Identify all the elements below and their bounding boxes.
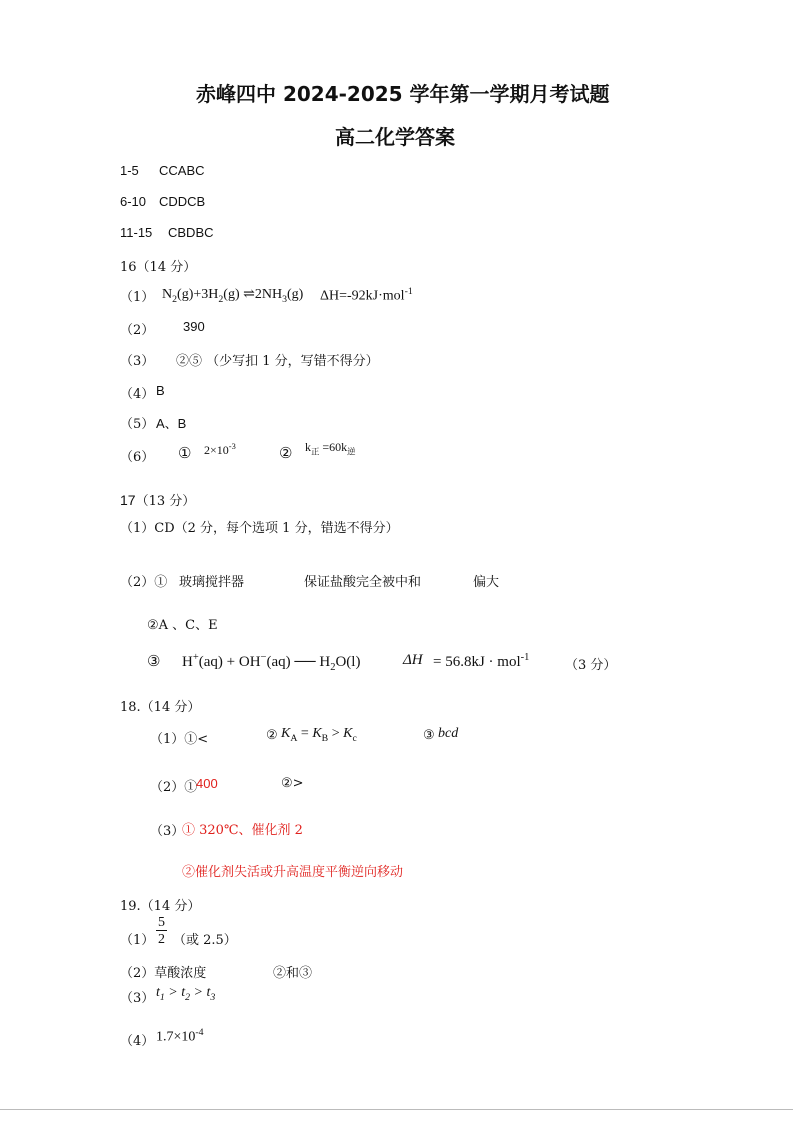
q17-p2-sub3-value: = 56.8kJ · mol$^{-1}$ — [433, 652, 530, 670]
q16-p2-label: （2） — [120, 323, 155, 338]
q16-p4-label: （4） — [120, 387, 155, 402]
page-subtitle: 高二化学答案 — [335, 125, 455, 149]
q19-p3-label: （3） — [120, 991, 155, 1006]
q18-p3-value2: ②催化剂失活或升高温度平衡逆向移动 — [182, 865, 404, 880]
q16-p6-value1-exp: -3 — [228, 442, 236, 451]
q16-p1-enthalpy: ΔH=-92kJ·mol$^{-1}$ — [320, 286, 413, 304]
q17-heading-score: （13 分） — [135, 494, 196, 509]
q19-p4-value-exp: -4 — [195, 1027, 204, 1038]
q17-heading-num: 17 — [120, 492, 136, 508]
q16-p4-value: B — [156, 383, 165, 398]
q18-heading: 18.（14 分） — [120, 700, 201, 715]
q19-p2-label: （2）草酸浓度 — [120, 966, 207, 981]
q17-p2-c: 偏大 — [473, 575, 500, 590]
q19-p1-fraction — [156, 916, 167, 947]
q18-p1-relation: $K_A = K_B > K_c$ — [281, 726, 357, 744]
fraction-numerator: 5 — [158, 915, 165, 930]
q19-p4-label: （4） — [120, 1034, 155, 1049]
q16-p6-value2: $k_正 =60k_逆$ — [305, 440, 356, 457]
q16-p5-label: （5） — [120, 417, 155, 432]
q19-heading: 19.（14 分） — [120, 899, 201, 914]
q16-p5-value: A、B — [156, 416, 187, 431]
mc-answers-3: CBDBC — [168, 225, 214, 240]
q19-p1-label: （1） — [120, 933, 155, 948]
q17-p2-sub3-mark: ③ — [147, 652, 161, 670]
fraction — [156, 916, 167, 947]
q18-p1-label: （1）①< — [150, 732, 209, 747]
q18-p2-label: （2）① — [150, 780, 198, 795]
mc-range-3: 11-15 — [120, 225, 153, 240]
q17-p2-sub3-value-text: = 56.8kJ · mol — [433, 654, 521, 670]
q16-p6-value2-k: k — [305, 440, 311, 454]
q17-p2-sub3-dh: ΔH — [403, 652, 423, 668]
q19-p4-value — [156, 1027, 204, 1046]
q17-heading — [120, 490, 195, 509]
q17-p2-label: （2）① — [120, 575, 168, 590]
mc-answers-1: CCABC — [159, 163, 205, 178]
q18-p1-value3: bcd — [438, 726, 459, 741]
q17-p2-a: 玻璃搅拌器 — [179, 575, 245, 590]
mc-range-1: 1-5 — [120, 163, 139, 178]
q16-p1-equation: $N_2(g)+3H_2(g)$ $\rightleftharpoons 2NH_3(g)$ — [162, 287, 304, 305]
mc-answers-2: CDDCB — [159, 194, 206, 209]
q18-p1-mark3: ③ — [423, 728, 435, 743]
q16-p3-label: （3） — [120, 354, 155, 369]
q19-p4-value-base: 1.7×10 — [156, 1029, 196, 1045]
q17-p2-sub3-score: （3 分） — [565, 658, 617, 673]
q18-p3-label: （3） — [150, 824, 185, 839]
q16-p6-value1 — [204, 442, 236, 458]
q16-p6-value1-base: 2×10 — [204, 443, 229, 457]
q16-p3-value: ②⑤ （少写扣 1 分，写错不得分） — [176, 354, 379, 369]
page-bottom-divider — [0, 1109, 793, 1110]
q19-p3-value: $t_1 > t_2 > t_3$ — [156, 985, 216, 1003]
q16-p1-dh: ΔH=-92kJ·mol — [320, 288, 405, 304]
fraction-denominator: 2 — [158, 932, 165, 947]
q17-p1: （1）CD（2 分，每个选项 1 分，错选不得分） — [120, 521, 399, 536]
q16-heading: 16（14 分） — [120, 260, 197, 275]
q19-p1-note: （或 2.5） — [173, 933, 237, 948]
q16-p6-label: （6） — [120, 450, 155, 465]
q17-equation: H+(aq) + OH−(aq) ── $H_2O(l)$ — [182, 652, 361, 673]
q16-p6-mark2: ② — [279, 444, 293, 462]
q16-p1-label: （1） — [120, 290, 155, 305]
mc-range-2: 6-10 — [120, 194, 147, 209]
q19-p2-value: ②和③ — [273, 966, 313, 981]
q18-p1-mark2: ② — [266, 728, 278, 743]
q16-p2-value: 390 — [183, 319, 205, 334]
page-title: 赤峰四中 2024-2025 学年第一学期月考试题 — [196, 82, 610, 106]
q18-p2-value2: ②> — [281, 776, 304, 791]
q18-p3-value1: ① 320℃、催化剂 2 — [182, 823, 303, 838]
q17-p2-sub2: ②A 、C、E — [147, 618, 218, 633]
q18-p2-value1: 400 — [196, 776, 218, 791]
q16-p6-mark1: ① — [178, 444, 192, 462]
q16-p1-eq-prefix: N — [162, 287, 173, 302]
q17-p2-b: 保证盐酸完全被中和 — [304, 575, 422, 590]
